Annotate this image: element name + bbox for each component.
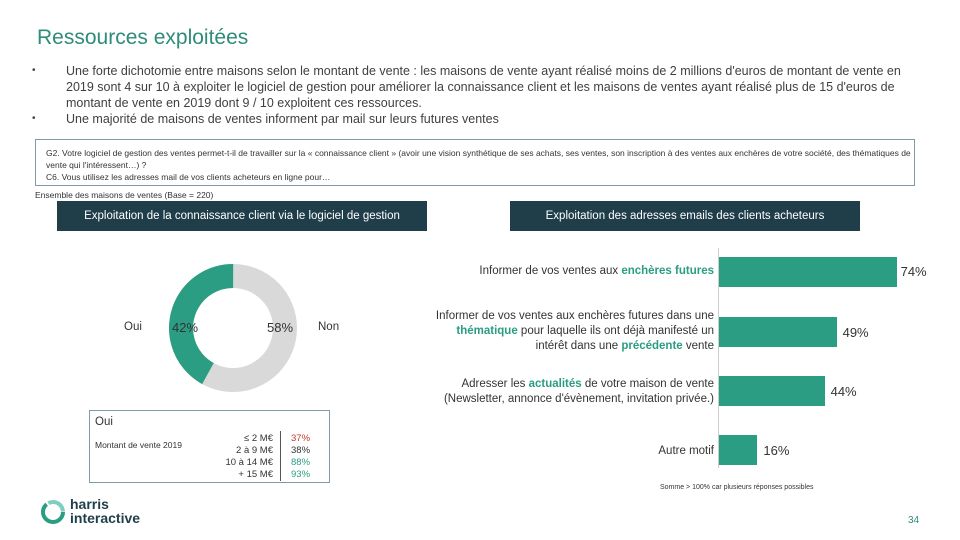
donut-oui-label: Oui [124, 321, 142, 333]
right-section-header: Exploitation des adresses emails des clients acheteurs [510, 201, 860, 231]
bar-autre-motif [719, 435, 757, 465]
bar-label-line: (Newsletter, annonce d'évènement, invitation privée.) [443, 393, 714, 405]
bullet-text: Une majorité de maisons de ventes informent par mail sur leurs futures ventes [66, 112, 499, 126]
bar-label-highlight: enchères futures [621, 265, 714, 277]
bar-value: 49% [842, 325, 869, 340]
bar-label-highlight: précédente [621, 340, 683, 352]
donut-oui-pct: 42% [172, 320, 199, 335]
bar-label-line [400, 339, 714, 354]
bar-label: Autre motif [658, 445, 714, 457]
breakdown-title: Oui [95, 416, 113, 428]
bar-label-line [400, 324, 714, 339]
left-section-header: Exploitation de la connaissance client via le logiciel de gestion [57, 201, 427, 231]
bullet-item [30, 63, 930, 111]
bar-label-text: vente [682, 340, 714, 352]
bar-label [400, 377, 714, 407]
bullet-text: Une forte dichotomie entre maisons selon le montant de vente : les maisons de vente ayant réalisé moins de 2 millions d'euros de montant de vente en 2019 sont 4 sur 10 à exploiter le logiciel de gestion pour améliorer la connaissance client et les maisons de ventes ayant réalisé plus de 15 d'euros de montant de vente en 2019 dont 9 / 10 exploitent ces ressources. [66, 64, 901, 110]
bar-label-line: Informer de vos ventes aux enchères futures dans une [435, 310, 714, 322]
footer-note: Somme > 100% car plusieurs réponses possibles [660, 484, 814, 491]
harris-logo-icon [40, 499, 66, 525]
bar-encheres-futures [719, 257, 897, 287]
segment-value: 37% [291, 433, 311, 444]
bar-label-text: de votre maison de vente [581, 378, 714, 390]
breakdown-segments [205, 433, 273, 481]
bar-label-text: Informer de vos ventes aux [479, 265, 622, 277]
question-c6: C6. Vous utilisez les adresses mail de vos clients acheteurs en ligne pour… [46, 172, 331, 182]
bar-label-text: Adresser les [461, 378, 529, 390]
bullet-dot-icon: • [32, 113, 36, 124]
page-number: 34 [908, 515, 920, 526]
bar-value: 16% [763, 443, 790, 458]
bar-value: 74% [900, 264, 927, 279]
bar-thematique [719, 317, 837, 347]
bar-value: 44% [830, 384, 857, 399]
bullet-dot-icon: • [32, 65, 36, 76]
segment-label: 2 à 9 M€ [236, 445, 273, 456]
segment-label: ≤ 2 M€ [244, 433, 273, 444]
question-g2: G2. Votre logiciel de gestion des ventes permet-t-il de travailler sur la « connaissance client » (avoir une vision synthétique de ses achats, ses ventes, son inscription à des ventes aux enchères de votre société, des thématiques de vente qui l'intéressent…) ? [46, 148, 911, 170]
breakdown-divider [280, 431, 281, 481]
bar-label-line [400, 377, 714, 392]
segment-label: 10 à 14 M€ [225, 457, 273, 468]
question-box [35, 139, 915, 186]
donut-non-pct: 58% [267, 320, 294, 335]
segment-value: 93% [291, 469, 311, 480]
bullet-item [30, 111, 930, 127]
bar-label-text: pour laquelle ils ont déjà manifesté un [517, 325, 714, 337]
base-note: Ensemble des maisons de ventes (Base = 220) [35, 190, 214, 200]
donut-non-label: Non [318, 321, 340, 333]
bar-label-highlight: actualités [528, 378, 582, 390]
bar-actualites [719, 376, 825, 406]
bar-label [400, 309, 714, 354]
segment-value: 38% [291, 445, 311, 456]
segment-label: + 15 M€ [238, 469, 273, 480]
logo-text [70, 497, 140, 525]
breakdown-values [291, 433, 310, 481]
logo-line2: interactive [70, 510, 141, 526]
page-title: Ressources exploitées [37, 26, 249, 49]
bar-label-highlight: thématique [456, 325, 518, 337]
bullet-list [30, 63, 930, 127]
bar-label [420, 264, 714, 279]
bar-label-text: intérêt dans une [535, 340, 622, 352]
breakdown-row-label: Montant de vente 2019 [95, 440, 182, 450]
logo-line1: harris [70, 496, 109, 512]
segment-value: 88% [291, 457, 311, 468]
